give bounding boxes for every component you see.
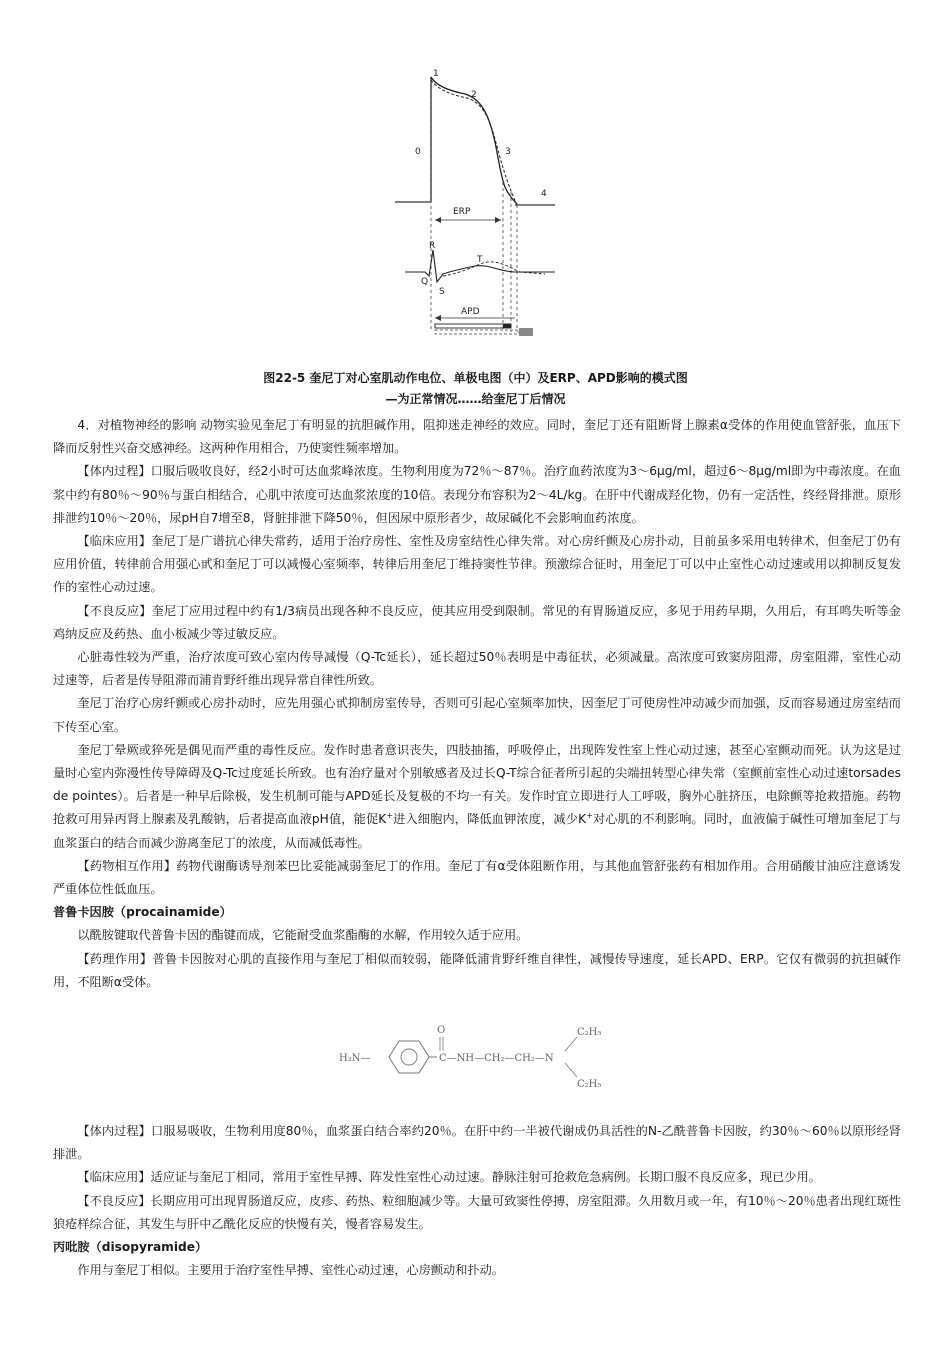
figure-caption-line1: 图22-5 奎尼丁对心室肌动作电位、单极电图（中）及ERP、APD影响的模式图 [263, 371, 688, 385]
paragraph-disopyramide: 作用与奎尼丁相似。主要用于治疗室性早搏、室性心动过速，心房颤动和扑动。 [77, 1263, 504, 1278]
superscript-plus-2: + [586, 811, 593, 821]
syncope-text-c: 对心肌的不利影响。同时，血液偏于碱性可增加奎尼丁与血浆蛋白的结合而减少游离奎尼丁的浓度，从而减低毒性。 [53, 812, 901, 850]
ecg-s-label: S [439, 287, 445, 297]
phase-4-label: 4 [541, 189, 547, 199]
paragraph-procainamide-clinical: 【临床应用】适应证与奎尼丁相同，常用于室性早搏、阵发性室性心动过速。静脉注射可抢救危急病例。长期口服不良反应多，现已少用。 [77, 1170, 821, 1185]
figure-caption-line2: —为正常情况……给奎尼丁后情况 [385, 392, 566, 406]
body-text [53, 414, 901, 1283]
syncope-text-b: 进入细胞内，降低血钾浓度，减少K [392, 812, 587, 827]
heading-disopyramide: 丙吡胺（disopyramide） [53, 1240, 208, 1255]
phase-3-label: 3 [505, 147, 511, 157]
syncope-text-a: 奎尼丁晕厥或猝死是偶见而严重的毒性反应。发作时患者意识丧失，四肢抽搐，呼吸停止，出现阵发性室上性心动过速，甚至心室颤动而死。认为这是过量时心室内弥漫性传导障碍及Q-Tc过度延长所致。也有治疗量对个别敏感者及过长Q-T综合征者所引起的尖端扭转型心律失常（室颤前室性心动过速torsades de pointes）。后者是一种早后除极，发生机制可能与APD延长及复极的不均一有关。发作时宜立即进行人工呼吸，胸外心脏挤压，电除颤等抢救措施。药物抢救可用异丙肾上腺素及乳酸钠，后者提高血液pH值，能促K [53, 742, 901, 827]
paragraph-atrial-fibrillation: 奎尼丁治疗心房纤颤或心房扑动时，应先用强心甙抑制房室传导，否则可引起心室频率加快，因奎尼丁可使房性冲动减少而加强，反而容易通过房室结而下传至心室。 [53, 696, 901, 734]
procainamide-structure [53, 1002, 901, 1110]
paragraph-drug-interactions: 【药物相互作用】药物代谢酶诱导剂苯巴比妥能减弱奎尼丁的作用。奎尼丁有α受体阻断作用，与其他血管舒张药有相加作用。合用硝酸甘油应注意诱发严重体位性低血压。 [53, 858, 901, 897]
phase-0-label: 0 [415, 147, 421, 157]
paragraph-procainamide-intro: 以酰胺键取代普鲁卡因的酯键而成，它能耐受血浆酯酶的水解，作用较久适于应用。 [77, 928, 529, 943]
formula-ethyl-bottom: C₂H₅ [577, 1079, 602, 1091]
paragraph-procainamide-adverse: 【不良反应】长期应用可出现胃肠道反应，皮疹、药热、粒细胞减少等。大量可致窦性停搏，房室阻滞。久用数月或一年，有10％～20％患者出现红斑性狼疮样综合征，其发生与肝中乙酰化反应的快慢有关，慢者容易发生。 [53, 1193, 901, 1231]
paragraph-syncope [53, 739, 901, 855]
phase-2-label: 2 [471, 90, 477, 100]
paragraph-adverse-reactions: 【不良反应】奎尼丁应用过程中约有1/3病员出现各种不良反应，使其应用受到限制。常见的有胃肠道反应，多见于用药早期，久用后，有耳鸣失听等金鸡纳反应及药热、血小板减少等过敏反应。 [53, 603, 901, 641]
ecg-t-label: T [477, 255, 483, 265]
formula-left: H₂N— [339, 1053, 371, 1065]
ecg-q-label: Q [421, 277, 429, 287]
paragraph-pharmacokinetics: 【体内过程】口服后吸收良好，经2小时可达血浆峰浓度。生物利用度为72％～87％。治疗血药浓度为3～6μg/ml，超过6～8μg/ml即为中毒浓度。在血浆中约有80％～90％与蛋白相结合，心肌中浓度可达血浆浓度的10倍。表现分布容积为2～4L/kg。在肝中代谢成羟化物，仍有一定活性，终经肾排泄。原形排泄约10％～20％，尿pH自7增至8，肾脏排泄下降50％，但因尿中原形者少，故尿碱化不会影响血药浓度。 [53, 464, 901, 525]
action-potential-figure [395, 62, 575, 352]
heading-procainamide: 普鲁卡因胺（procainamide） [53, 905, 232, 920]
formula-ethyl-top: C₂H₅ [577, 1027, 602, 1039]
paragraph-cardiac-toxicity: 心脏毒性较为严重，治疗浓度可致心室内传导减慢（Q-Tc延长），延长超过50％表明是中毒征状，必须减量。高浓度可致窦房阻滞，房室阻滞，室性心动过速等，后者是传导阻滞而浦肯野纤维出现异常自律性所致。 [53, 650, 901, 688]
formula-oxygen: O [437, 1025, 446, 1037]
paragraph-procainamide-pharmacology: 【药理作用】普鲁卡因胺对心肌的直接作用与奎尼丁相似而较弱，能降低浦肯野纤维自律性，减慢传导速度，延长APD、ERP。它仅有微弱的抗担碱作用，不阻断α受体。 [53, 951, 901, 989]
apd-label: APD [461, 307, 480, 317]
ecg-r-label: R [429, 241, 436, 251]
paragraph-procainamide-pharmacokinetics: 【体内过程】口服易吸收，生物利用度80％，血浆蛋白结合率约20％。在肝中约一半被代谢成仍具活性的N-乙酰普鲁卡因胺，约30％～60％以原形经肾排泄。 [53, 1124, 901, 1162]
erp-label: ERP [453, 207, 471, 217]
phase-1-label: 1 [433, 69, 439, 79]
paragraph-autonomic: 4．对植物神经的影响 动物实验见奎尼丁有明显的抗胆碱作用，阻抑迷走神经的效应。同时，奎尼丁还有阻断肾上腺素α受体的作用使血管舒张，血压下降而反射性兴奋交感神经。这两种作用相合，乃使窦性频率增加。 [53, 418, 901, 456]
formula-chain: C—NH—CH₂—CH₂—N [439, 1053, 554, 1065]
paragraph-clinical-use: 【临床应用】奎尼丁是广谱抗心律失常药，适用于治疗房性、室性及房室结性心律失常。对心房纤颤及心房扑动，目前虽多采用电转律术，但奎尼丁仍有应用价值，转律前合用强心甙和奎尼丁可以减慢心室频率，转律后用奎尼丁维持窦性节律。预激综合征时，用奎尼丁可以中止室性心动过速或用以抑制反复发作的室性心动过速。 [53, 534, 901, 595]
superscript-plus-1: + [386, 811, 393, 821]
